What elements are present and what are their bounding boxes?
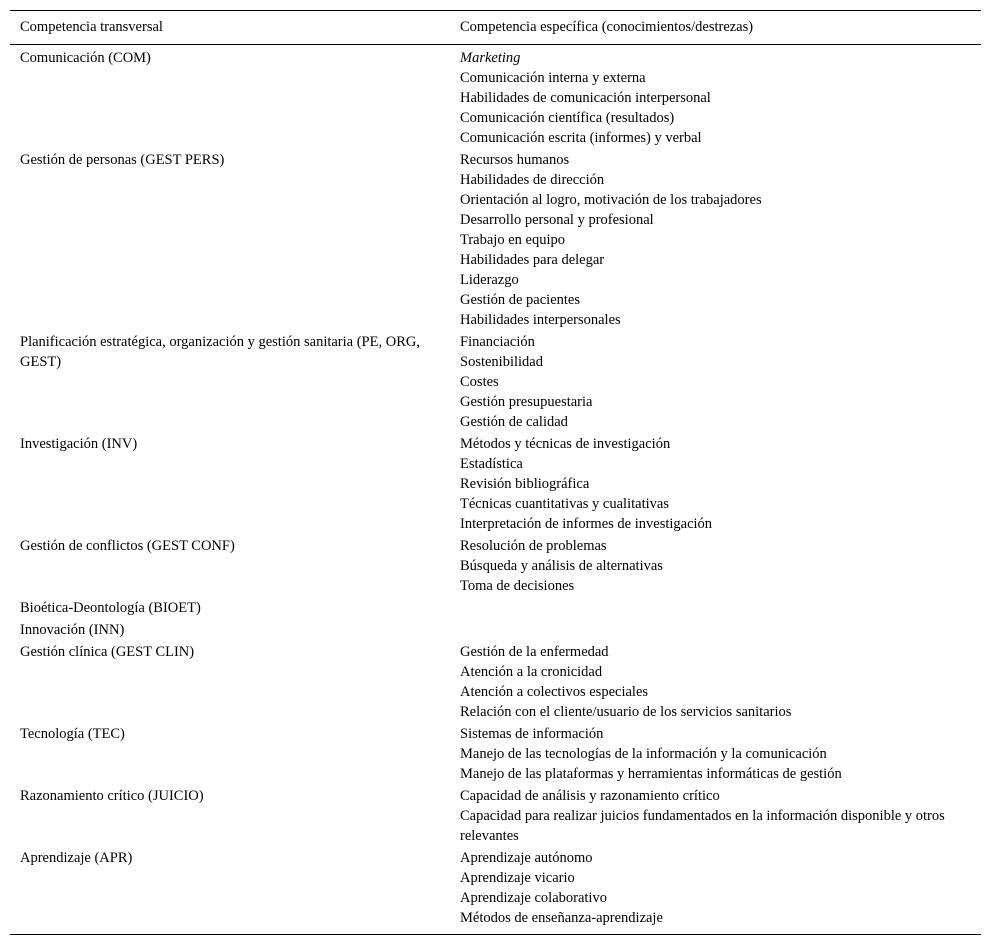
competencia-especifica-item: Habilidades de comunicación interpersonal — [460, 90, 711, 106]
competencia-especifica-cell — [450, 642, 981, 724]
competencia-transversal-cell: Gestión de personas (GEST PERS) — [20, 152, 225, 168]
competencia-especifica-item: Comunicación interna y externa — [460, 70, 646, 86]
table-row — [10, 642, 981, 724]
competencia-transversal-cell: Tecnología (TEC) — [20, 726, 125, 742]
competencia-especifica-cell — [450, 620, 981, 642]
table-row — [10, 598, 981, 620]
competencia-transversal-cell: Gestión clínica (GEST CLIN) — [20, 644, 195, 660]
competencia-especifica-item: Manejo de las tecnologías de la información y la comunicación — [460, 746, 827, 762]
table-row — [10, 536, 981, 598]
competencia-especifica-item: Atención a colectivos especiales — [460, 684, 649, 700]
competencia-especifica-cell — [450, 848, 981, 935]
competencia-transversal-cell: Aprendizaje (APR) — [20, 850, 133, 866]
competencia-especifica-item: Financiación — [460, 334, 535, 350]
competencia-especifica-item: Revisión bibliográfica — [460, 476, 590, 492]
table-row — [10, 332, 981, 434]
competencia-especifica-item: Recursos humanos — [460, 152, 570, 168]
competencia-especifica-cell — [450, 332, 981, 434]
header-competencia-transversal: Competencia transversal — [20, 19, 163, 35]
competencia-especifica-cell — [450, 598, 981, 620]
competencia-especifica-item: Resolución de problemas — [460, 538, 607, 554]
competencia-especifica-item: Aprendizaje colaborativo — [460, 890, 607, 906]
competencia-transversal-cell: Innovación (INN) — [20, 622, 125, 638]
competencia-transversal-cell: Gestión de conflictos (GEST CONF) — [20, 538, 235, 554]
competencia-especifica-cell — [450, 150, 981, 332]
competencia-especifica-item: Marketing — [460, 50, 521, 66]
competencia-especifica-item: Estadística — [460, 456, 523, 472]
competencia-especifica-item: Atención a la cronicidad — [460, 664, 603, 680]
table-row — [10, 786, 981, 848]
competencia-especifica-item: Desarrollo personal y profesional — [460, 212, 654, 228]
competencia-especifica-item: Capacidad de análisis y razonamiento crítico — [460, 788, 720, 804]
competencia-especifica-item: Trabajo en equipo — [460, 232, 565, 248]
competencia-especifica-item: Sostenibilidad — [460, 354, 543, 370]
competencia-transversal-cell: Comunicación (COM) — [20, 50, 151, 66]
competencia-especifica-item: Relación con el cliente/usuario de los servicios sanitarios — [460, 704, 792, 720]
competencia-transversal-cell: Planificación estratégica, organización y gestión sanitaria (PE, ORG, GEST) — [20, 334, 420, 370]
competencia-especifica-item: Gestión de pacientes — [460, 292, 580, 308]
competencia-especifica-item: Liderazgo — [460, 272, 519, 288]
competencia-especifica-item: Comunicación científica (resultados) — [460, 110, 675, 126]
table-body — [10, 45, 981, 935]
competencia-especifica-cell — [450, 536, 981, 598]
competencia-especifica-item: Técnicas cuantitativas y cualitativas — [460, 496, 669, 512]
competencia-especifica-item: Manejo de las plataformas y herramientas informáticas de gestión — [460, 766, 842, 782]
table-row — [10, 45, 981, 151]
competencia-especifica-item: Sistemas de información — [460, 726, 604, 742]
competencia-especifica-item: Interpretación de informes de investigación — [460, 516, 713, 532]
header-row — [10, 11, 981, 45]
competencia-transversal-cell: Investigación (INV) — [20, 436, 138, 452]
table-row — [10, 150, 981, 332]
table-row — [10, 434, 981, 536]
competencia-especifica-item: Aprendizaje vicario — [460, 870, 575, 886]
competencia-especifica-item: Costes — [460, 374, 499, 390]
competencia-transversal-cell: Razonamiento crítico (JUICIO) — [20, 788, 204, 804]
competencias-table-container — [10, 10, 981, 935]
competencia-especifica-item: Capacidad para realizar juicios fundamentados en la información disponible y otros relevantes — [460, 808, 945, 844]
table-header — [10, 11, 981, 45]
competencia-especifica-item: Gestión presupuestaria — [460, 394, 593, 410]
table-row — [10, 848, 981, 935]
competencia-especifica-cell — [450, 434, 981, 536]
header-competencia-especifica: Competencia específica (conocimientos/destrezas) — [460, 19, 754, 35]
competencia-especifica-cell — [450, 724, 981, 786]
competencia-especifica-item: Habilidades de dirección — [460, 172, 605, 188]
competencia-especifica-item: Aprendizaje autónomo — [460, 850, 593, 866]
table-row — [10, 724, 981, 786]
competencia-especifica-cell — [450, 786, 981, 848]
competencia-especifica-cell — [450, 45, 981, 151]
competencias-table — [10, 10, 981, 935]
competencia-especifica-item: Habilidades para delegar — [460, 252, 605, 268]
competencia-especifica-item: Habilidades interpersonales — [460, 312, 621, 328]
competencia-especifica-item: Comunicación escrita (informes) y verbal — [460, 130, 702, 146]
competencia-transversal-cell: Bioética-Deontología (BIOET) — [20, 600, 201, 616]
competencia-especifica-item: Métodos de enseñanza-aprendizaje — [460, 910, 663, 926]
competencia-especifica-item: Búsqueda y análisis de alternativas — [460, 558, 663, 574]
table-row — [10, 620, 981, 642]
competencia-especifica-item: Orientación al logro, motivación de los trabajadores — [460, 192, 762, 208]
competencia-especifica-item: Toma de decisiones — [460, 578, 575, 594]
competencia-especifica-item: Gestión de la enfermedad — [460, 644, 609, 660]
competencia-especifica-item: Métodos y técnicas de investigación — [460, 436, 671, 452]
competencia-especifica-item: Gestión de calidad — [460, 414, 568, 430]
